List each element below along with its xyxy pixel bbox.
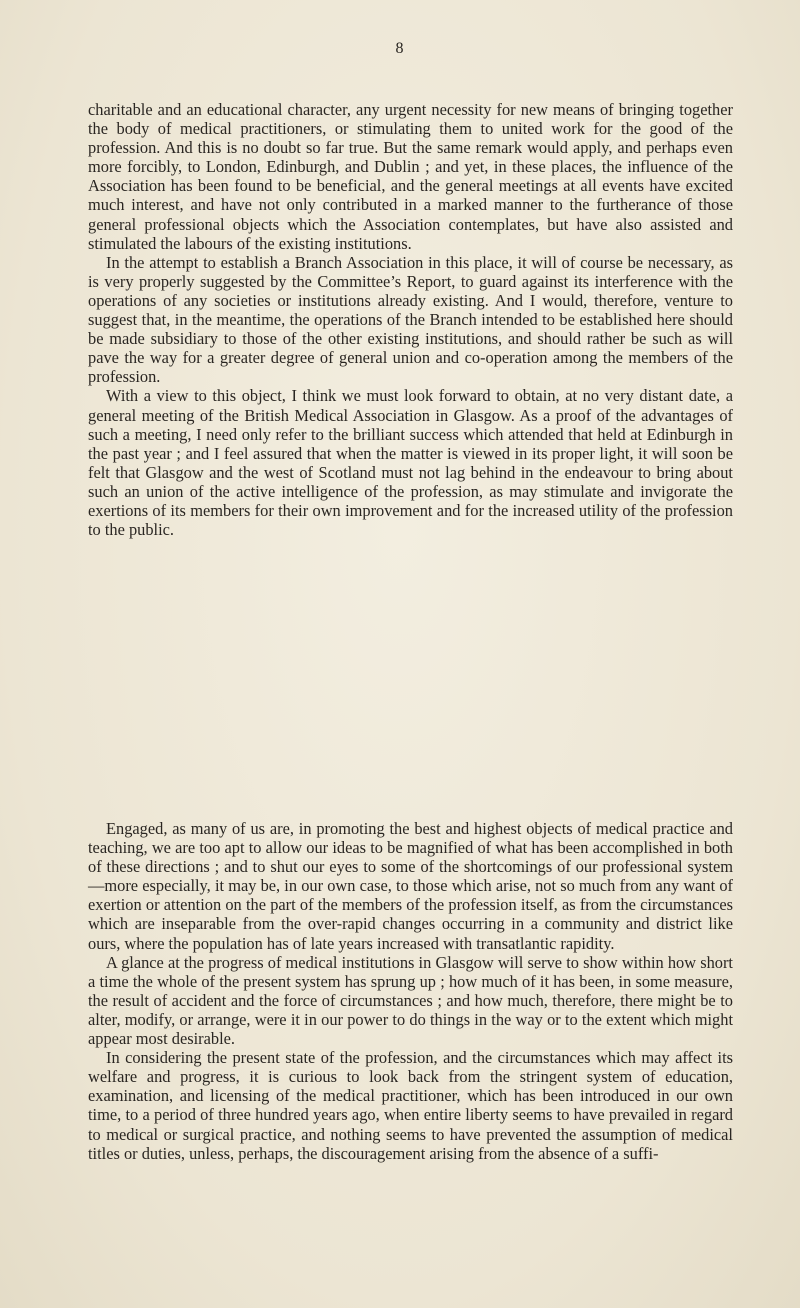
paragraph: In the attempt to establish a Branch Association in this place, it will of course be necessary, as is very properly suggested by the Committee’s Report, to guard against its interference with the operations of any societies or institutions already existing. And I would, therefore, venture to suggest that, in the meantime, the operations of the Branch intended to be established here should be made subsidiary to those of the other existing institutions, and should rather be such as will pave the way for a greater degree of general union and co-operation among the members of the profession. bbox=[88, 252, 733, 387]
page-number: 8 bbox=[395, 40, 405, 57]
paragraph: A glance at the progress of medical institutions in Glasgow will serve to show within how short a time the whole of the present system has sprung up ; how much of it has been, in some measure, the result of accident and the force of circumstances ; and how much, therefore, there might be to alter, modify, or arrange, were it in our power to do things in the way or to the extent which might appear most desirable. bbox=[88, 952, 733, 1049]
text-block-upper bbox=[88, 100, 733, 539]
text-block-lower bbox=[88, 819, 733, 1163]
paragraph: Engaged, as many of us are, in promoting the best and highest objects of medical practice and teaching, we are too apt to allow our ideas to be magnified of what has been accomplished in both of these directions ; and to shut our eyes to some of the shortcomings of our professional system—more especially, it may be, in our own case, to those which arise, not so much from any want of exertion or attention on the part of the members of the profession itself, as from the circumstances which are inseparable from the over-rapid changes occurring in a community and district like ours, where the population has of late years increased with transatlantic rapidity. bbox=[88, 819, 733, 953]
paragraph: With a view to this object, I think we must look forward to obtain, at no very distant date, a general meeting of the British Medical Association in Glasgow. As a proof of the advantages of such a meeting, I need only refer to the brilliant success which attended that held at Edinburgh in the past year ; and I feel assured that when the matter is viewed in its proper light, it will soon be felt that Glasgow and the west of Scotland must not lag behind in the endeavour to bring about such an union of the active intelligence of the profession, as may stimulate and invigorate the exertions of its members for their own improvement and for the increased utility of the profession to the public. bbox=[88, 386, 733, 540]
paragraph: charitable and an educational character, any urgent necessity for new means of bringing together the body of medical practitioners, or stimulating them to united work for the good of the profession. And this is no doubt so far true. But the same remark would apply, and perhaps even more forcibly, to London, Edinburgh, and Dublin ; and yet, in these places, the influence of the Association has been found to be beneficial, and the general meetings at all events have excited much interest, and have not only contributed in a marked manner to the furtherance of those general professional objects which the Association contemplates, but have also assisted and stimulated the labours of the existing institutions. bbox=[88, 100, 733, 253]
paragraph: In considering the present state of the profession, and the circumstances which may affect its welfare and progress, it is curious to look back from the stringent system of education, examination, and licensing of the medical practitioner, which has been introduced in our own time, to a period of three hundred years ago, when entire liberty seems to have prevailed in regard to medical or surgical practice, and nothing seems to have prevented the assumption of medical titles or duties, unless, perhaps, the discouragement arising from the absence of a suffi- bbox=[88, 1048, 733, 1163]
